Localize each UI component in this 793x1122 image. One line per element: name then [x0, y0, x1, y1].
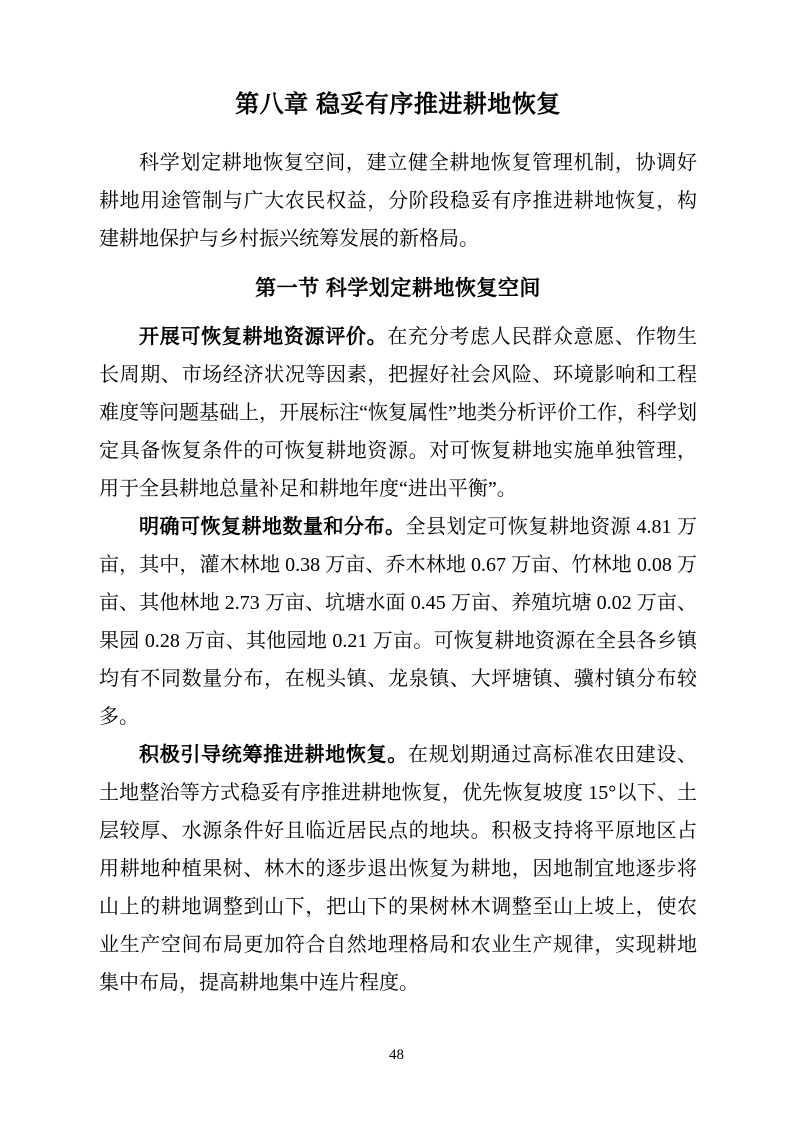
intro-paragraph: 科学划定耕地恢复空间，建立健全耕地恢复管理机制，协调好耕地用途管制与广大农民权益，分阶段稳妥有序推进耕地恢复，构建耕地保护与乡村振兴统筹发展的新格局。: [99, 152, 697, 250]
chapter-title: 第八章 稳妥有序推进耕地恢复: [235, 91, 561, 118]
paragraph-lead: 开展可恢复耕地资源评价。: [139, 326, 388, 348]
paragraph-body: 在充分考虑人民群众意愿、作物生长周期、市场经济状况等因素，把握好社会风险、环境影响和工程难度等问题基础上，开展标注“恢复属性”地类分析评价工作，科学划定具备恢复条件的可恢复耕地资源。对可恢复耕地实施单独管理，用于全县耕地总量补足和耕地年度“进出平衡”。: [99, 326, 698, 500]
section-title: 第一节 科学划定耕地恢复空间: [255, 277, 541, 300]
paragraph-quantity-distribution: [99, 508, 697, 736]
paragraph-guidance: [99, 736, 697, 1002]
paragraph-body: 在规划期通过高标准农田建设、土地整治等方式稳妥有序推进耕地恢复，优先恢复坡度 15°以下、土层较厚、水源条件好且临近居民点的地块。积极支持将平原地区占用耕地种植果树、林木的逐步退出恢复为耕地，因地制宜地逐步将山上的耕地调整到山下，把山下的果树林木调整至山上坡上，使农业生产空间布局更加符合自然地理格局和农业生产规律，实现耕地集中布局，提高耕地集中连片程度。: [99, 744, 697, 994]
page-footer: [0, 1046, 793, 1064]
paragraph-lead: 明确可恢复耕地数量和分布。: [139, 516, 406, 538]
page-number: 48: [389, 1047, 404, 1063]
paragraph-body: 全县划定可恢复耕地资源 4.81 万亩，其中，灌木林地 0.38 万亩、乔木林地 0.67 万亩、竹林地 0.08 万亩、其他林地 2.73 万亩、坑塘水面 0.45 万亩、养殖坑塘 0.02 万亩、果园 0.28 万亩、其他园地 0.21 万亩。可恢复耕地资源在全县各乡镇均有不同数量分布，在枧头镇、龙泉镇、大坪塘镇、骥村镇分布较多。: [99, 516, 697, 728]
paragraph-evaluation: [99, 318, 697, 508]
paragraph-lead: 积极引导统筹推进耕地恢复。: [139, 744, 408, 766]
